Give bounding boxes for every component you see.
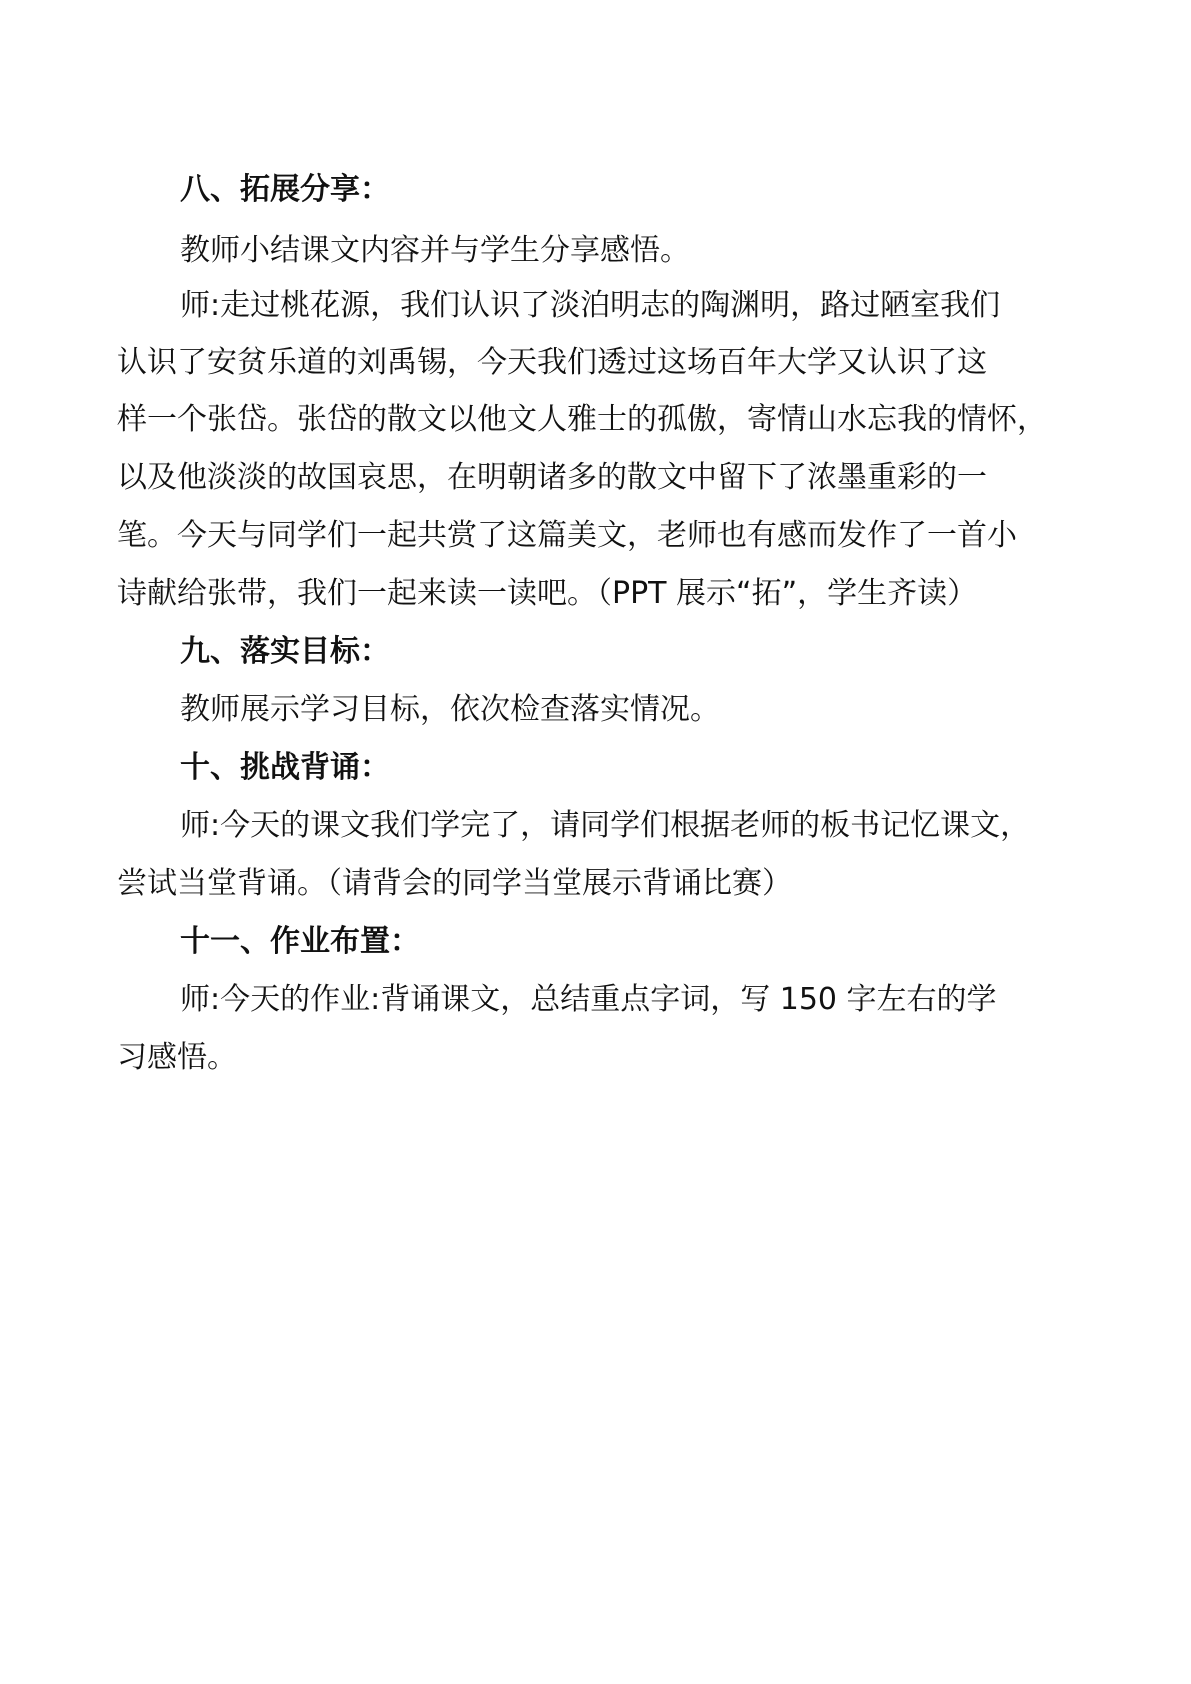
paragraph-line: 诗献给张带，我们一起来读一读吧。（PPT 展示“拓”，学生齐读）: [117, 576, 978, 611]
section-heading-10: 十、挑战背诵：: [180, 750, 390, 785]
paragraph-line: 教师小结课文内容并与学生分享感悟。: [180, 233, 690, 268]
section-heading-9: 九、落实目标：: [180, 634, 390, 669]
paragraph-line: 认识了安贫乐道的刘禹锡，今天我们透过这场百年大学又认识了这: [117, 345, 987, 380]
paragraph-line: 样一个张岱。张岱的散文以他文人雅士的孤傲，寄情山水忘我的情怀，: [117, 402, 1047, 437]
paragraph-line: 笔。今天与同学们一起共赏了这篇美文，老师也有感而发作了一首小: [117, 518, 1017, 553]
paragraph-line: 以及他淡淡的故国哀思，在明朝诸多的散文中留下了浓墨重彩的一: [117, 460, 987, 495]
paragraph-line: 师:今天的作业:背诵课文，总结重点字词，写 150 字左右的学: [180, 982, 997, 1017]
paragraph-line: 师:走过桃花源，我们认识了淡泊明志的陶渊明，路过陋室我们: [180, 288, 1001, 323]
paragraph-line: 尝试当堂背诵。（请背会的同学当堂展示背诵比赛）: [117, 866, 792, 901]
section-heading-11: 十一、作业布置：: [180, 924, 420, 959]
paragraph-line: 师:今天的课文我们学完了，请同学们根据老师的板书记忆课文，: [180, 808, 1031, 843]
paragraph-line: 习感悟。: [117, 1040, 237, 1075]
paragraph-line: 教师展示学习目标，依次检查落实情况。: [180, 692, 720, 727]
section-heading-8: 八、拓展分享：: [180, 172, 390, 207]
